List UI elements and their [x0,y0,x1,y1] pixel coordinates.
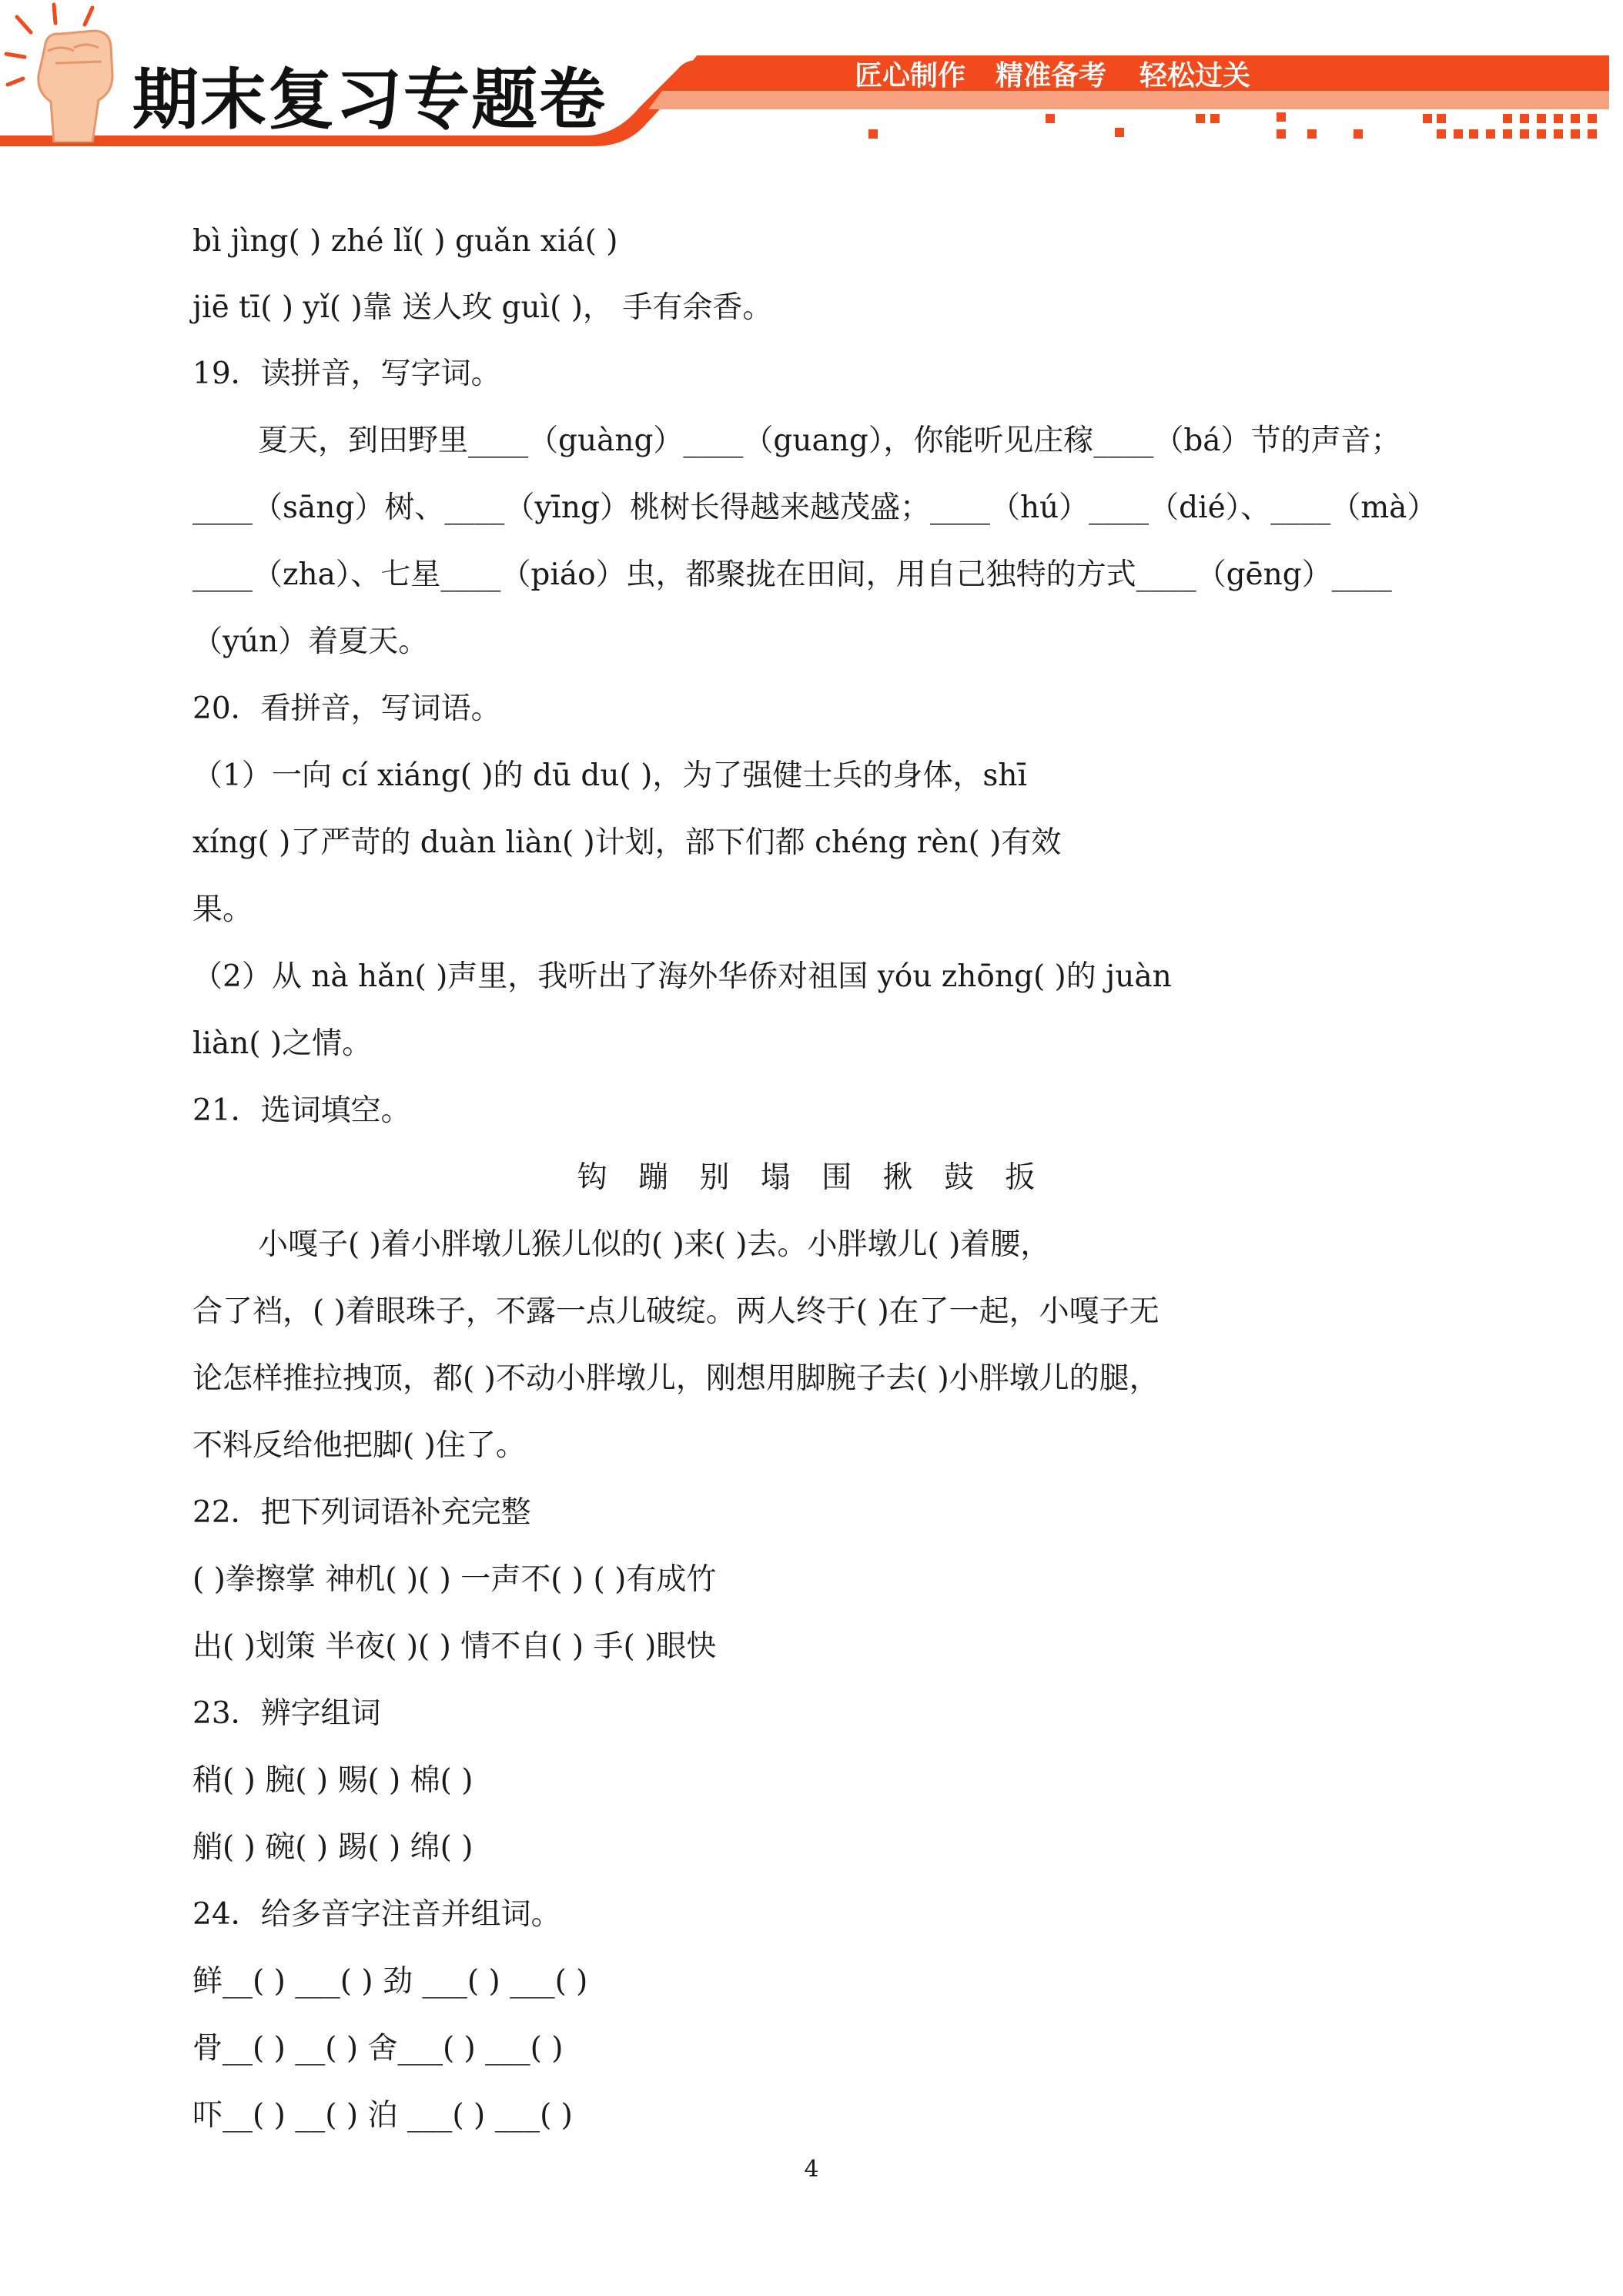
slogan-1: 匠心制作 [855,60,966,92]
question-20-part-2a: （2）从 nà hǎn( )声里，我听出了海外华侨对祖国 yóu zhōng( )的 juàn [192,959,1172,994]
question-22-title: 22．把下列词语补充完整 [192,1495,531,1530]
question-24-row-1: 鲜__( ) ___( ) 劲 ___( ) ___( ) [192,1964,588,1999]
question-23-row-1: 稍( ) 腕( ) 赐( ) 棉( ) [192,1763,474,1798]
question-20-part-1c: 果。 [192,892,253,927]
question-21-text-2: 合了裆，( )着眼珠子，不露一点儿破绽。两人终于( )在了一起，小嘎子无 [192,1294,1160,1329]
question-20-title: 20．看拼音，写词语。 [192,691,501,726]
question-19-text-2: ____（sāng）树、____（yīng）桃树长得越来越茂盛；____（hú）____（dié）、____（mà） [192,490,1437,525]
slogan-3: 轻松过关 [1139,60,1251,92]
question-20-part-1a: （1）一向 cí xiáng( )的 dū du( )，为了强健士兵的身体，shī [192,758,1027,793]
raised-fist-icon [0,0,154,142]
question-19-title: 19．读拼音，写字词。 [192,356,501,391]
question-23-title: 23．辨字组词 [192,1696,381,1731]
question-21-text-3: 论怎样推拉拽顶，都( )不动小胖墩儿，刚想用脚腕子去( )小胖墩儿的腿， [192,1361,1160,1396]
question-24-row-3: 吓__( ) __( ) 泊 ___( ) ___( ) [192,2098,573,2133]
question-22-row-2: 出( )划策 半夜( )( ) 情不自( ) 手( )眼快 [192,1629,717,1664]
question-20-part-2b: liàn( )之情。 [192,1026,373,1061]
pinyin-line-1: bì jìng( ) zhé lǐ( ) guǎn xiá( ) [192,224,618,259]
question-24-row-2: 骨__( ) __( ) 舍___( ) ___( ) [192,2031,564,2066]
slogan-2: 精准备考 [996,60,1107,92]
question-21-text-4: 不料反给他把脚( )住了。 [192,1428,526,1463]
question-19-text-3: ____（zha）、七星____（piáo）虫，都聚拢在田间，用自己独特的方式____（gēng）____ [192,557,1392,592]
question-21-title: 21．选词填空。 [192,1093,411,1128]
question-19-text-4: （yún）着夏天。 [192,624,429,659]
page-number: 4 [804,2156,819,2183]
question-22-row-1: ( )拳擦掌 神机( )( ) 一声不( ) ( )有成竹 [192,1562,717,1597]
question-23-row-2: 艄( ) 碗( ) 踢( ) 绵( ) [192,1830,474,1865]
header-decor-squares [868,112,1597,139]
question-24-title: 24．给多音字注音并组词。 [192,1897,561,1932]
question-21-text-1: 小嘎子( )着小胖墩儿猴儿似的( )来( )去。小胖墩儿( )着腰， [258,1227,1051,1262]
question-19-text-1: 夏天，到田野里____（guàng）____（guang），你能听见庄稼____（bá）节的声音； [258,423,1401,458]
document-title: 期末复习专题卷 [132,62,607,139]
pinyin-line-2: jiē tī( ) yǐ( )靠 送人玫 guì( )， 手有余香。 [192,290,773,325]
question-20-part-1b: xíng( )了严苛的 duàn liàn( )计划，部下们都 chéng rèn( )有效 [192,825,1062,860]
word-bank: 钩 蹦 别 塌 围 揪 鼓 扳 [577,1160,1046,1195]
page-header [0,0,1623,166]
header-light-band [648,91,1609,109]
